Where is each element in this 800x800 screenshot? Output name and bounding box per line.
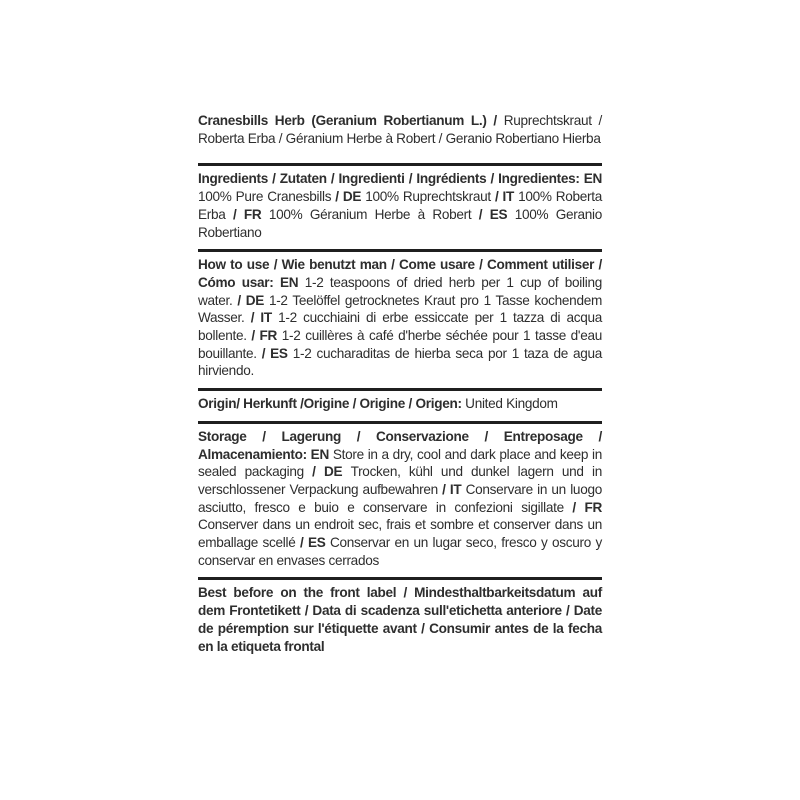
product-title-segment: Cranesbills Herb (Geranium Robertianum L.) / — [198, 113, 504, 128]
ingredients-section-segment: Ingredients / Zutaten / Ingredienti / Ingrédients / Ingredientes: EN — [198, 171, 602, 187]
how-to-use-section-segment: 1-2 cuillères à café d'herbe séchée pour 1 tasse d'eau bouillante. — [198, 328, 603, 361]
how-to-use-section-segment: / IT — [250, 310, 279, 326]
how-to-use-section-segment: / DE — [237, 292, 269, 308]
label-sections — [198, 0, 602, 663]
how-to-use-section-segment: 1-2 cucchiaini di erbe essiccate per 1 tazza di acqua bollente. — [198, 310, 602, 344]
ingredients-section-segment: / IT — [494, 189, 519, 205]
ingredients-section-segment: 100% Ruprechtskraut — [365, 189, 495, 205]
how-to-use-section-segment: 1-2 cucharaditas de hierba seca por 1 taza de agua hirviendo. — [198, 345, 603, 379]
ingredients-section-segment: / ES — [478, 206, 515, 222]
product-title-segment: Ruprechtskraut / Roberta Erba / Géranium Herbe à Robert / Geranio Robertiano Hierba — [198, 113, 602, 146]
storage-section — [198, 421, 602, 578]
storage-section-segment: / ES — [299, 535, 330, 551]
ingredients-section-segment: 100% Pure Cranesbills — [198, 189, 336, 205]
ingredients-section — [198, 163, 602, 249]
storage-section-segment: Conserver dans un endroit sec, frais et sombre et conserver dans un emballage scellé — [198, 517, 602, 551]
storage-section-segment: / IT — [442, 481, 466, 497]
how-to-use-section-segment: 1-2 Teelöffel getrocknetes Kraut pro 1 Tasse kochendem Wasser. — [198, 292, 602, 326]
storage-section-segment: Storage / Lagerung / Conservazione / Entreposage / Almacenamiento: EN — [198, 428, 602, 462]
how-to-use-section-segment: / ES — [261, 345, 293, 361]
origin-section — [198, 388, 602, 421]
how-to-use-section-segment: / FR — [251, 328, 282, 344]
ingredients-section-segment: / DE — [335, 189, 366, 205]
storage-section-segment: / DE — [312, 464, 351, 480]
origin-section-segment: Origin/ Herkunft /Origine / Origine / Origen: — [198, 396, 466, 412]
storage-section-segment: Trocken, kühl und dunkel lagern und in verschlossener Verpackung aufbewahren — [198, 464, 602, 497]
ingredients-section-segment: 100% Roberta Erba — [198, 189, 602, 222]
storage-section-segment: / FR — [572, 499, 602, 515]
best-before-section-segment: Best before on the front label / Mindesthaltbarkeitsdatum auf dem Frontetikett / Data di scadenza sull'etichetta anteriore / Date de péremption sur l'étiquette avant / Consumir antes de la fecha en la etiqueta frontal — [198, 585, 602, 654]
ingredients-section-segment: 100% Geranio Robertiano — [198, 206, 602, 240]
storage-section-segment: Conservar en un lugar seco, fresco y oscuro y conservar en envases cerrados — [198, 535, 602, 568]
storage-section-segment: Store in a dry, cool and dark place and keep in sealed packaging — [198, 446, 602, 480]
storage-section-segment: Conservare in un luogo asciutto, fresco e buio e conservare in confezioni sigillate — [198, 481, 602, 515]
ingredients-section-segment: / FR — [232, 206, 269, 222]
ingredients-section-segment: 100% Géranium Herbe à Robert — [268, 206, 479, 222]
how-to-use-section-segment: How to use / Wie benutzt man / Come usare / Comment utiliser / Cómo usar: EN — [198, 257, 602, 290]
how-to-use-section-segment: 1-2 teaspoons of dried herb per 1 cup of boiling water. — [198, 274, 602, 308]
best-before-section — [198, 577, 602, 663]
how-to-use-section — [198, 249, 602, 388]
product-title — [198, 112, 602, 163]
origin-section-segment: United Kingdom — [465, 396, 558, 412]
